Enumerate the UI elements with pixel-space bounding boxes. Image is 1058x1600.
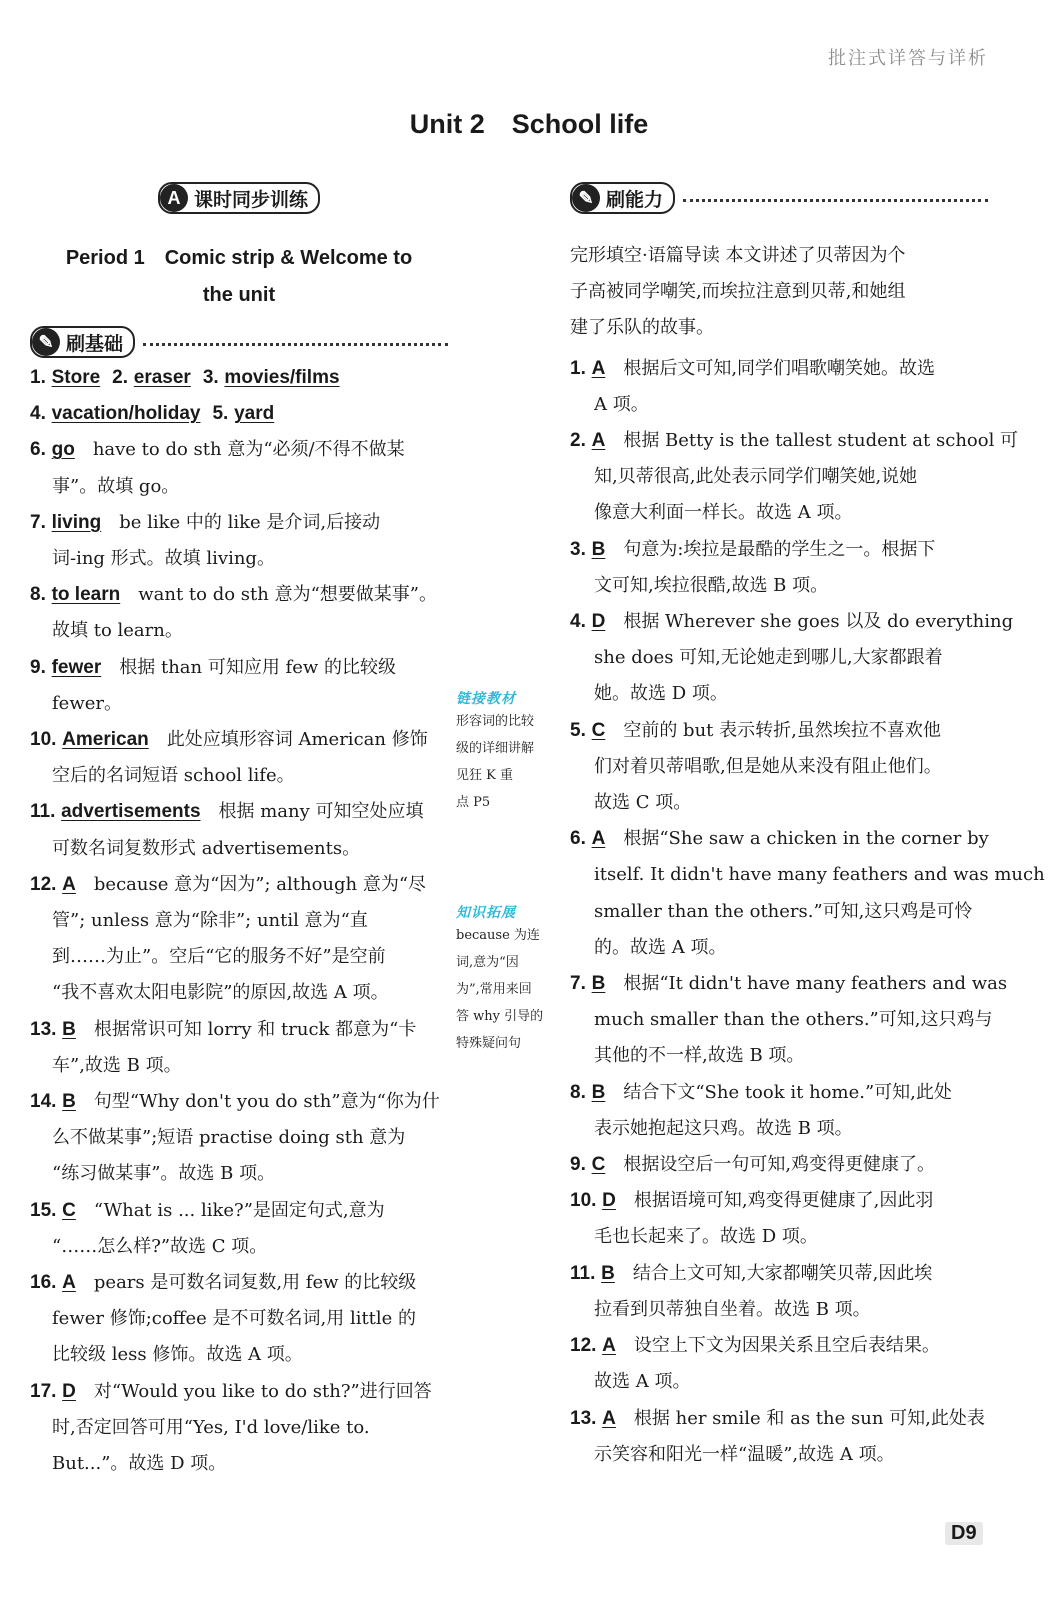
explanation-line: A 项。 bbox=[594, 393, 649, 415]
item-number: 7. bbox=[30, 511, 46, 533]
side-note-line: 点 P5 bbox=[456, 795, 491, 810]
explanation-text: 结合上文可知,大家都嘲笑贝蒂,因此埃 bbox=[632, 1262, 933, 1284]
explanation-line: 文可知,埃拉很酷,故选 B 项。 bbox=[594, 574, 829, 596]
answer-row bbox=[30, 360, 448, 396]
explanation-line bbox=[30, 1193, 448, 1229]
explanation-text: 句意为:埃拉是最酷的学生之一。根据下 bbox=[623, 538, 936, 560]
dotted-rule bbox=[143, 343, 448, 346]
item-number: 4. bbox=[30, 403, 46, 425]
explanation-text: 句型“Why don't you do sth”意为“你为什 bbox=[93, 1091, 440, 1113]
item-answer: A bbox=[591, 357, 606, 379]
explanation-text: “What is ... like?”是固定句式,意为 bbox=[93, 1199, 385, 1221]
period-title-line2: the unit bbox=[202, 284, 276, 306]
explanation-line: 示笑容和阳光一样“温暖”,故选 A 项。 bbox=[594, 1443, 895, 1465]
explanation-line: she does 可知,无论她走到哪儿,大家都跟着 bbox=[594, 647, 943, 669]
explanation-text: 根据后文可知,同学们唱歌嘲笑她。故选 bbox=[623, 357, 936, 379]
side-note-line: 形容词的比较 bbox=[456, 714, 535, 729]
explanation-line: 的。故选 A 项。 bbox=[594, 936, 727, 958]
answer-item bbox=[30, 650, 448, 722]
explanation-line bbox=[570, 604, 1014, 640]
explanation-line: 车”,故选 B 项。 bbox=[52, 1054, 182, 1076]
item-answer: B bbox=[601, 1262, 615, 1284]
answer-item bbox=[570, 532, 988, 604]
explanation-text: 根据常识可知 lorry 和 truck 都意为“卡 bbox=[93, 1018, 417, 1040]
answer-item bbox=[30, 505, 448, 577]
explanation-line bbox=[30, 1084, 448, 1120]
explanation-text: because 意为“因为”; although 意为“尽 bbox=[93, 873, 427, 895]
explanation-line: 她。故选 D 项。 bbox=[594, 683, 728, 705]
item-answer: living bbox=[51, 511, 102, 533]
item-number: 4. bbox=[570, 611, 586, 633]
answer-item bbox=[570, 423, 1019, 532]
answer-item bbox=[30, 432, 448, 504]
explanation-line: 么不做某事”;短语 practise doing sth 意为 bbox=[52, 1127, 406, 1149]
answer-item bbox=[570, 351, 988, 423]
subsection-badge bbox=[570, 182, 675, 214]
answer-item bbox=[570, 1401, 988, 1473]
explanation-line: 可数名词复数形式 advertisements。 bbox=[52, 837, 361, 859]
explanation-text: 对“Would you like to do sth?”进行回答 bbox=[93, 1380, 432, 1402]
explanation-text: 此处应填形容词 American 修饰 bbox=[166, 729, 428, 751]
explanation-line bbox=[30, 505, 448, 541]
explanation-line bbox=[570, 966, 1008, 1002]
subsection-badge-label: 刷基础 bbox=[66, 332, 124, 355]
item-number: 12. bbox=[30, 873, 57, 895]
answer-item bbox=[30, 1265, 448, 1374]
answer-item bbox=[570, 1075, 988, 1147]
side-note-line: because 为连 bbox=[456, 928, 540, 943]
answer-item bbox=[570, 821, 1045, 966]
answer-item bbox=[570, 1147, 988, 1183]
item-answer: C bbox=[591, 1154, 606, 1176]
explanation-line: 像意大利面一样长。故选 A 项。 bbox=[594, 502, 853, 524]
item-answer: A bbox=[602, 1335, 616, 1357]
explanation-line bbox=[30, 432, 448, 468]
explanation-line: 拉看到贝蒂独自坐着。故选 B 项。 bbox=[594, 1298, 871, 1320]
item-answer: advertisements bbox=[61, 801, 201, 823]
item-number: 11. bbox=[570, 1262, 596, 1284]
item-answer: to learn bbox=[51, 584, 121, 606]
item-number: 16. bbox=[30, 1272, 57, 1294]
item-answer: A bbox=[62, 873, 76, 895]
item-answer: A bbox=[62, 1272, 76, 1294]
item-number: 13. bbox=[570, 1407, 597, 1429]
explanation-line bbox=[570, 1401, 988, 1437]
answer-item bbox=[30, 1012, 448, 1084]
explanation-text: 空前的 but 表示转折,虽然埃拉不喜欢他 bbox=[623, 719, 941, 741]
explanation-line bbox=[30, 650, 448, 686]
explanation-line bbox=[570, 1075, 988, 1111]
item-answer: B bbox=[62, 1018, 76, 1040]
side-note-body bbox=[456, 708, 564, 816]
item-answer: D bbox=[62, 1380, 76, 1402]
item-answer: go bbox=[51, 439, 75, 461]
answer-item bbox=[30, 867, 448, 1012]
item-number: 11. bbox=[30, 801, 56, 823]
answer-item bbox=[570, 713, 988, 822]
explanation-line bbox=[570, 1147, 988, 1183]
explanation-text: 根据“She saw a chicken in the corner by bbox=[623, 828, 989, 850]
item-answer: B bbox=[591, 538, 606, 560]
explanation-text: want to do sth 意为“想要做某事”。 bbox=[138, 584, 437, 606]
explanation-line: 表示她抱起这只鸡。故选 B 项。 bbox=[594, 1117, 853, 1139]
explanation-text: 设空上下文为因果关系且空后表结果。 bbox=[633, 1335, 940, 1357]
item-number: 10. bbox=[30, 729, 57, 751]
unit-title: Unit 2 School life bbox=[409, 109, 649, 139]
item-number: 3. bbox=[570, 538, 586, 560]
item-answer: A bbox=[602, 1407, 616, 1429]
explanation-text: 根据“It didn't have many feathers and was bbox=[623, 973, 1008, 995]
side-note-2 bbox=[456, 902, 564, 1057]
item-answer: B bbox=[62, 1091, 76, 1113]
explanation-line: “练习做某事”。故选 B 项。 bbox=[52, 1163, 276, 1185]
item-number: 12. bbox=[570, 1335, 597, 1357]
explanation-line bbox=[570, 1183, 988, 1219]
explanation-text: 根据 than 可知应用 few 的比较级 bbox=[119, 656, 396, 678]
side-note-1 bbox=[456, 688, 564, 816]
item-answer: American bbox=[62, 729, 149, 751]
item-number: 2. bbox=[570, 430, 586, 452]
side-note-line: 答 why 引导的 bbox=[456, 1009, 544, 1024]
explanation-line: 事”。故填 go。 bbox=[52, 475, 180, 497]
item-answer: A bbox=[591, 828, 606, 850]
explanation-text: 根据设空后一句可知,鸡变得更健康了。 bbox=[623, 1154, 936, 1176]
explanation-line: “我不喜欢太阳电影院”的原因,故选 A 项。 bbox=[52, 982, 389, 1004]
item-answer: Store bbox=[51, 367, 101, 388]
explanation-line bbox=[30, 1374, 448, 1410]
subsection-badge bbox=[30, 326, 135, 358]
explanation-text: 根据 Betty is the tallest student at school 可 bbox=[623, 430, 1019, 452]
item-number: 5. bbox=[212, 403, 229, 425]
answer-item bbox=[570, 966, 1008, 1075]
item-number: 8. bbox=[570, 1081, 586, 1103]
explanation-line bbox=[570, 713, 988, 749]
explanation-text: be like 中的 like 是介词,后接动 bbox=[119, 511, 381, 533]
explanation-line: 们对着贝蒂唱歌,但是她从来没有阻止他们。 bbox=[594, 755, 942, 777]
explanation-line: itself. It didn't have many feathers and was much bbox=[594, 864, 1045, 886]
answer-row bbox=[30, 396, 448, 432]
item-number: 9. bbox=[30, 656, 46, 678]
explanation-line: 故选 C 项。 bbox=[594, 792, 692, 814]
right-answers bbox=[570, 351, 1045, 1473]
answer-item bbox=[30, 1084, 448, 1193]
page-number: D9 bbox=[945, 1522, 983, 1545]
explanation-line bbox=[570, 423, 1019, 459]
explanation-line: “……怎么样?”故选 C 项。 bbox=[52, 1235, 268, 1257]
left-column bbox=[30, 180, 448, 1482]
explanation-line bbox=[570, 1256, 988, 1292]
item-answer: movies/films bbox=[224, 367, 340, 388]
item-number: 15. bbox=[30, 1199, 57, 1221]
subsection-header-ability bbox=[570, 180, 988, 216]
explanation-line bbox=[570, 1328, 988, 1364]
answer-item bbox=[30, 722, 448, 794]
period-title bbox=[30, 240, 448, 314]
side-note-line: 词,意为“因 bbox=[456, 955, 519, 970]
explanation-line bbox=[570, 532, 988, 568]
item-answer: vacation/holiday bbox=[51, 403, 201, 425]
answer-item bbox=[30, 1374, 448, 1483]
section-badge-icon: A bbox=[160, 184, 188, 212]
brush-icon: ✎ bbox=[32, 328, 60, 356]
item-number: 1. bbox=[30, 367, 46, 388]
item-answer: B bbox=[591, 1081, 606, 1103]
explanation-line: fewer。 bbox=[52, 692, 122, 714]
side-note-tag: 知识拓展 bbox=[456, 905, 516, 921]
item-number: 10. bbox=[570, 1190, 597, 1212]
explanation-text: 根据 Wherever she goes 以及 do everything bbox=[623, 611, 1014, 633]
item-number: 3. bbox=[202, 367, 219, 388]
explanation-line: 知,贝蒂很高,此处表示同学们嘲笑她,说她 bbox=[594, 466, 918, 488]
side-note-line: 为”,常用来回 bbox=[456, 982, 532, 997]
passage-guide bbox=[570, 238, 988, 347]
item-number: 9. bbox=[570, 1154, 586, 1176]
explanation-text: 根据 her smile 和 as the sun 可知,此处表 bbox=[633, 1407, 985, 1429]
item-number: 17. bbox=[30, 1380, 57, 1402]
answer-item bbox=[570, 1328, 988, 1400]
section-header bbox=[30, 180, 448, 216]
explanation-line: 管”; unless 意为“除非”; until 意为“直 bbox=[52, 910, 368, 932]
answer-item bbox=[30, 794, 448, 866]
guide-line: 建了乐队的故事。 bbox=[570, 317, 714, 339]
explanation-line bbox=[30, 722, 448, 758]
item-number: 7. bbox=[570, 973, 586, 995]
answer-item bbox=[570, 604, 1014, 713]
explanation-line bbox=[30, 794, 448, 830]
item-number: 2. bbox=[112, 367, 129, 388]
item-answer: D bbox=[602, 1190, 616, 1212]
explanation-text: 根据语境可知,鸡变得更健康了,因此羽 bbox=[633, 1190, 934, 1212]
explanation-line: 到……为止”。空后“它的服务不好”是空前 bbox=[52, 946, 386, 968]
item-number: 13. bbox=[30, 1018, 57, 1040]
explanation-line bbox=[30, 577, 448, 613]
answer-item bbox=[30, 577, 448, 649]
item-number: 6. bbox=[30, 439, 46, 461]
side-note-line: 级的详细讲解 bbox=[456, 741, 535, 756]
right-column bbox=[570, 180, 1045, 1473]
explanation-text: have to do sth 意为“必须/不得不做某 bbox=[92, 439, 405, 461]
explanation-line: 词-ing 形式。故填 living。 bbox=[52, 548, 275, 570]
explanation-line: 时,否定回答可用“Yes, I'd love/like to. bbox=[52, 1416, 370, 1438]
explanation-line bbox=[30, 867, 448, 903]
section-badge bbox=[158, 182, 320, 214]
item-number: 8. bbox=[30, 584, 46, 606]
item-number: 14. bbox=[30, 1091, 57, 1113]
answer-item bbox=[30, 1193, 448, 1265]
item-number: 5. bbox=[570, 719, 586, 741]
item-answer: eraser bbox=[133, 367, 191, 388]
explanation-line: 故选 A 项。 bbox=[594, 1371, 691, 1393]
answer-item bbox=[570, 1183, 988, 1255]
running-header: 批注式详答与详析 bbox=[828, 48, 988, 69]
dotted-rule bbox=[683, 199, 988, 202]
side-note-tag: 链接教材 bbox=[456, 691, 516, 707]
left-answers bbox=[30, 360, 448, 1482]
explanation-line: 其他的不一样,故选 B 项。 bbox=[594, 1045, 805, 1067]
explanation-line bbox=[30, 1265, 448, 1301]
side-note-body bbox=[456, 922, 564, 1057]
explanation-line: fewer 修饰;coffee 是不可数名词,用 little 的 bbox=[52, 1308, 417, 1330]
subsection-header-basic bbox=[30, 324, 448, 360]
side-note-line: 见狂 K 重 bbox=[456, 768, 513, 783]
explanation-line: But...”。故选 D 项。 bbox=[52, 1453, 227, 1475]
item-answer: fewer bbox=[51, 656, 102, 678]
guide-line: 子高被同学嘲笑,而埃拉注意到贝蒂,和她组 bbox=[570, 281, 906, 303]
answer-item bbox=[570, 1256, 988, 1328]
explanation-text: pears 是可数名词复数,用 few 的比较级 bbox=[93, 1272, 417, 1294]
explanation-line: smaller than the others.”可知,这只鸡是可怜 bbox=[594, 900, 973, 922]
explanation-line: 比较级 less 修饰。故选 A 项。 bbox=[52, 1344, 303, 1366]
item-answer: C bbox=[591, 719, 606, 741]
explanation-line: 空后的名词短语 school life。 bbox=[52, 765, 295, 787]
item-answer: D bbox=[591, 611, 606, 633]
period-title-line1: Period 1 Comic strip & Welcome to bbox=[65, 247, 413, 269]
explanation-line: 毛也长起来了。故选 D 项。 bbox=[594, 1226, 818, 1248]
explanation-line: 故填 to learn。 bbox=[52, 620, 183, 642]
explanation-line bbox=[570, 351, 988, 387]
side-note-line: 特殊疑问句 bbox=[456, 1036, 522, 1051]
item-number: 1. bbox=[570, 357, 586, 379]
item-answer: B bbox=[591, 973, 606, 995]
explanation-line bbox=[570, 821, 988, 857]
item-answer: C bbox=[62, 1199, 76, 1221]
brush-icon: ✎ bbox=[572, 184, 600, 212]
item-number: 6. bbox=[570, 828, 586, 850]
subsection-badge-label: 刷能力 bbox=[606, 188, 664, 211]
explanation-text: 根据 many 可知空处应填 bbox=[218, 801, 424, 823]
guide-line: 完形填空·语篇导读 本文讲述了贝蒂因为个 bbox=[570, 245, 906, 266]
section-badge-label: 课时同步训练 bbox=[193, 188, 308, 211]
item-answer: yard bbox=[234, 403, 275, 425]
explanation-line: much smaller than the others.”可知,这只鸡与 bbox=[594, 1009, 993, 1031]
item-answer: A bbox=[591, 430, 606, 452]
explanation-line bbox=[30, 1012, 448, 1048]
explanation-text: 结合下文“She took it home.”可知,此处 bbox=[623, 1081, 952, 1103]
